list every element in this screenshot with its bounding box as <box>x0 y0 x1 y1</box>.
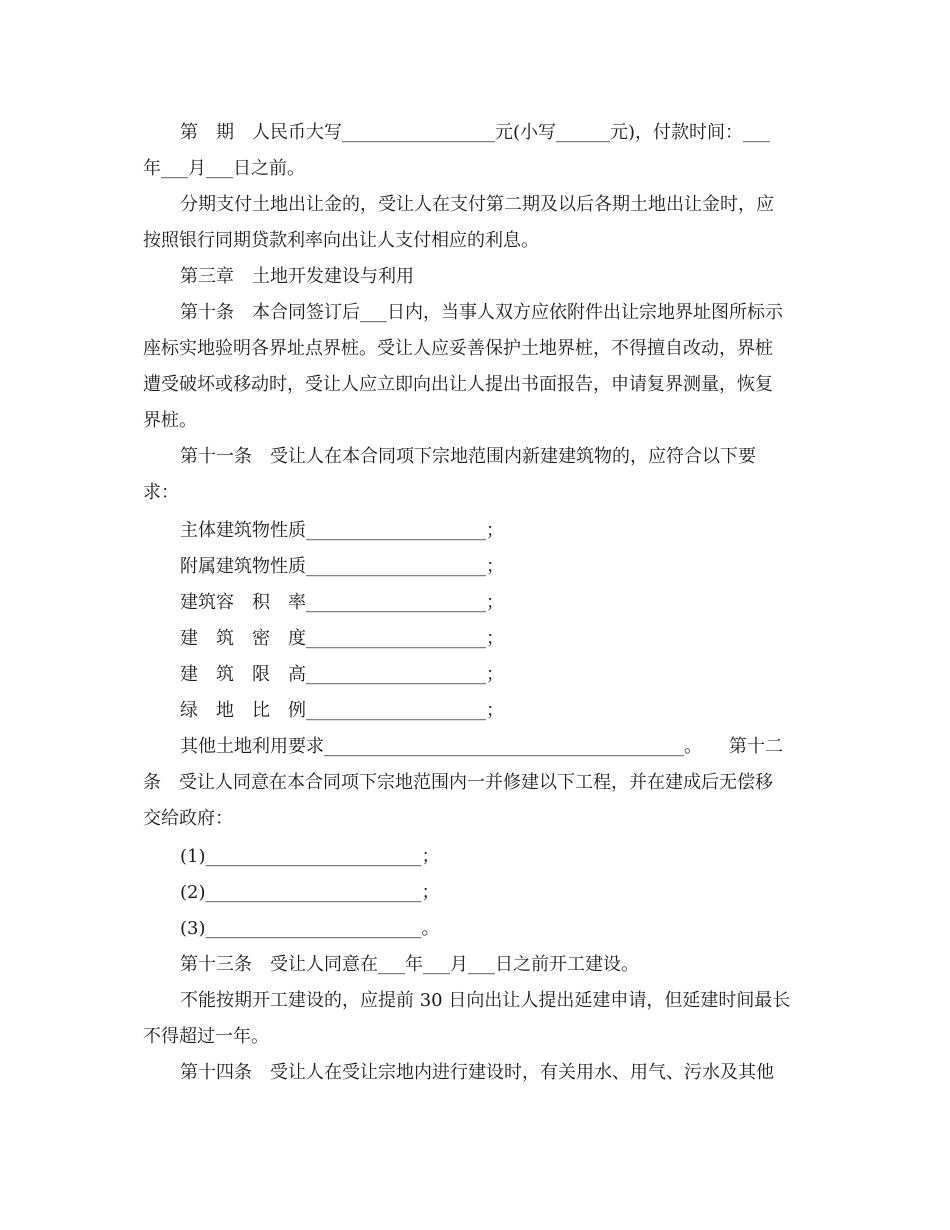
text-line: 界桩。 <box>143 410 197 431</box>
text-line: 第十一条 受让人在本合同项下宗地范围内新建建筑物的，应符合以下要 <box>180 446 756 467</box>
requirement-item: 建筑容 积 率____________________； <box>180 592 504 613</box>
requirement-item: 绿 地 比 例____________________； <box>180 700 504 721</box>
text-line: 第 期 人民币大写_________________元(小写______元)，付款时间：___ <box>180 122 771 143</box>
requirement-item: 建 筑 限 高____________________； <box>180 664 504 685</box>
text-line: 座标实地验明各界址点界桩。受让人应妥善保护土地界桩，不得擅自改动，界桩 <box>143 338 773 359</box>
chapter-heading: 第三章 土地开发建设与利用 <box>180 266 414 287</box>
project-item: (3)________________________。 <box>180 918 440 939</box>
text-line: 按照银行同期贷款利率向出让人支付相应的利息。 <box>143 230 539 251</box>
text-line: 求： <box>143 482 179 503</box>
requirement-item: 附属建筑物性质____________________； <box>180 556 504 577</box>
requirement-item: 建 筑 密 度____________________； <box>180 628 504 649</box>
project-item: (2)________________________； <box>180 882 440 903</box>
text-line: 其他土地利用要求________________________________________。 第十二 <box>180 736 783 757</box>
project-item: (1)________________________； <box>180 846 440 867</box>
text-line: 第十四条 受让人在受让宗地内进行建设时，有关用水、用气、污水及其他 <box>180 1062 774 1083</box>
text-line: 交给政府： <box>143 808 233 829</box>
text-line: 第十三条 受让人同意在___年___月___日之前开工建设。 <box>180 954 639 975</box>
text-line: 第十条 本合同签订后___日内，当事人双方应依附件出让宗地界址图所标示 <box>180 302 783 323</box>
text-line: 不能按期开工建设的，应提前 30 日向出让人提出延建申请，但延建时间最长 <box>180 990 791 1011</box>
text-line: 年___月___日之前。 <box>143 158 305 179</box>
text-line: 不得超过一年。 <box>143 1026 269 1047</box>
requirement-item: 主体建筑物性质____________________； <box>180 520 504 541</box>
text-line: 分期支付土地出让金的，受让人在支付第二期及以后各期土地出让金时，应 <box>180 194 774 215</box>
text-line: 条 受让人同意在本合同项下宗地范围内一并修建以下工程，并在建成后无偿移 <box>143 772 773 793</box>
text-line: 遭受破坏或移动时，受让人应立即向出让人提出书面报告，申请复界测量，恢复 <box>143 374 773 395</box>
